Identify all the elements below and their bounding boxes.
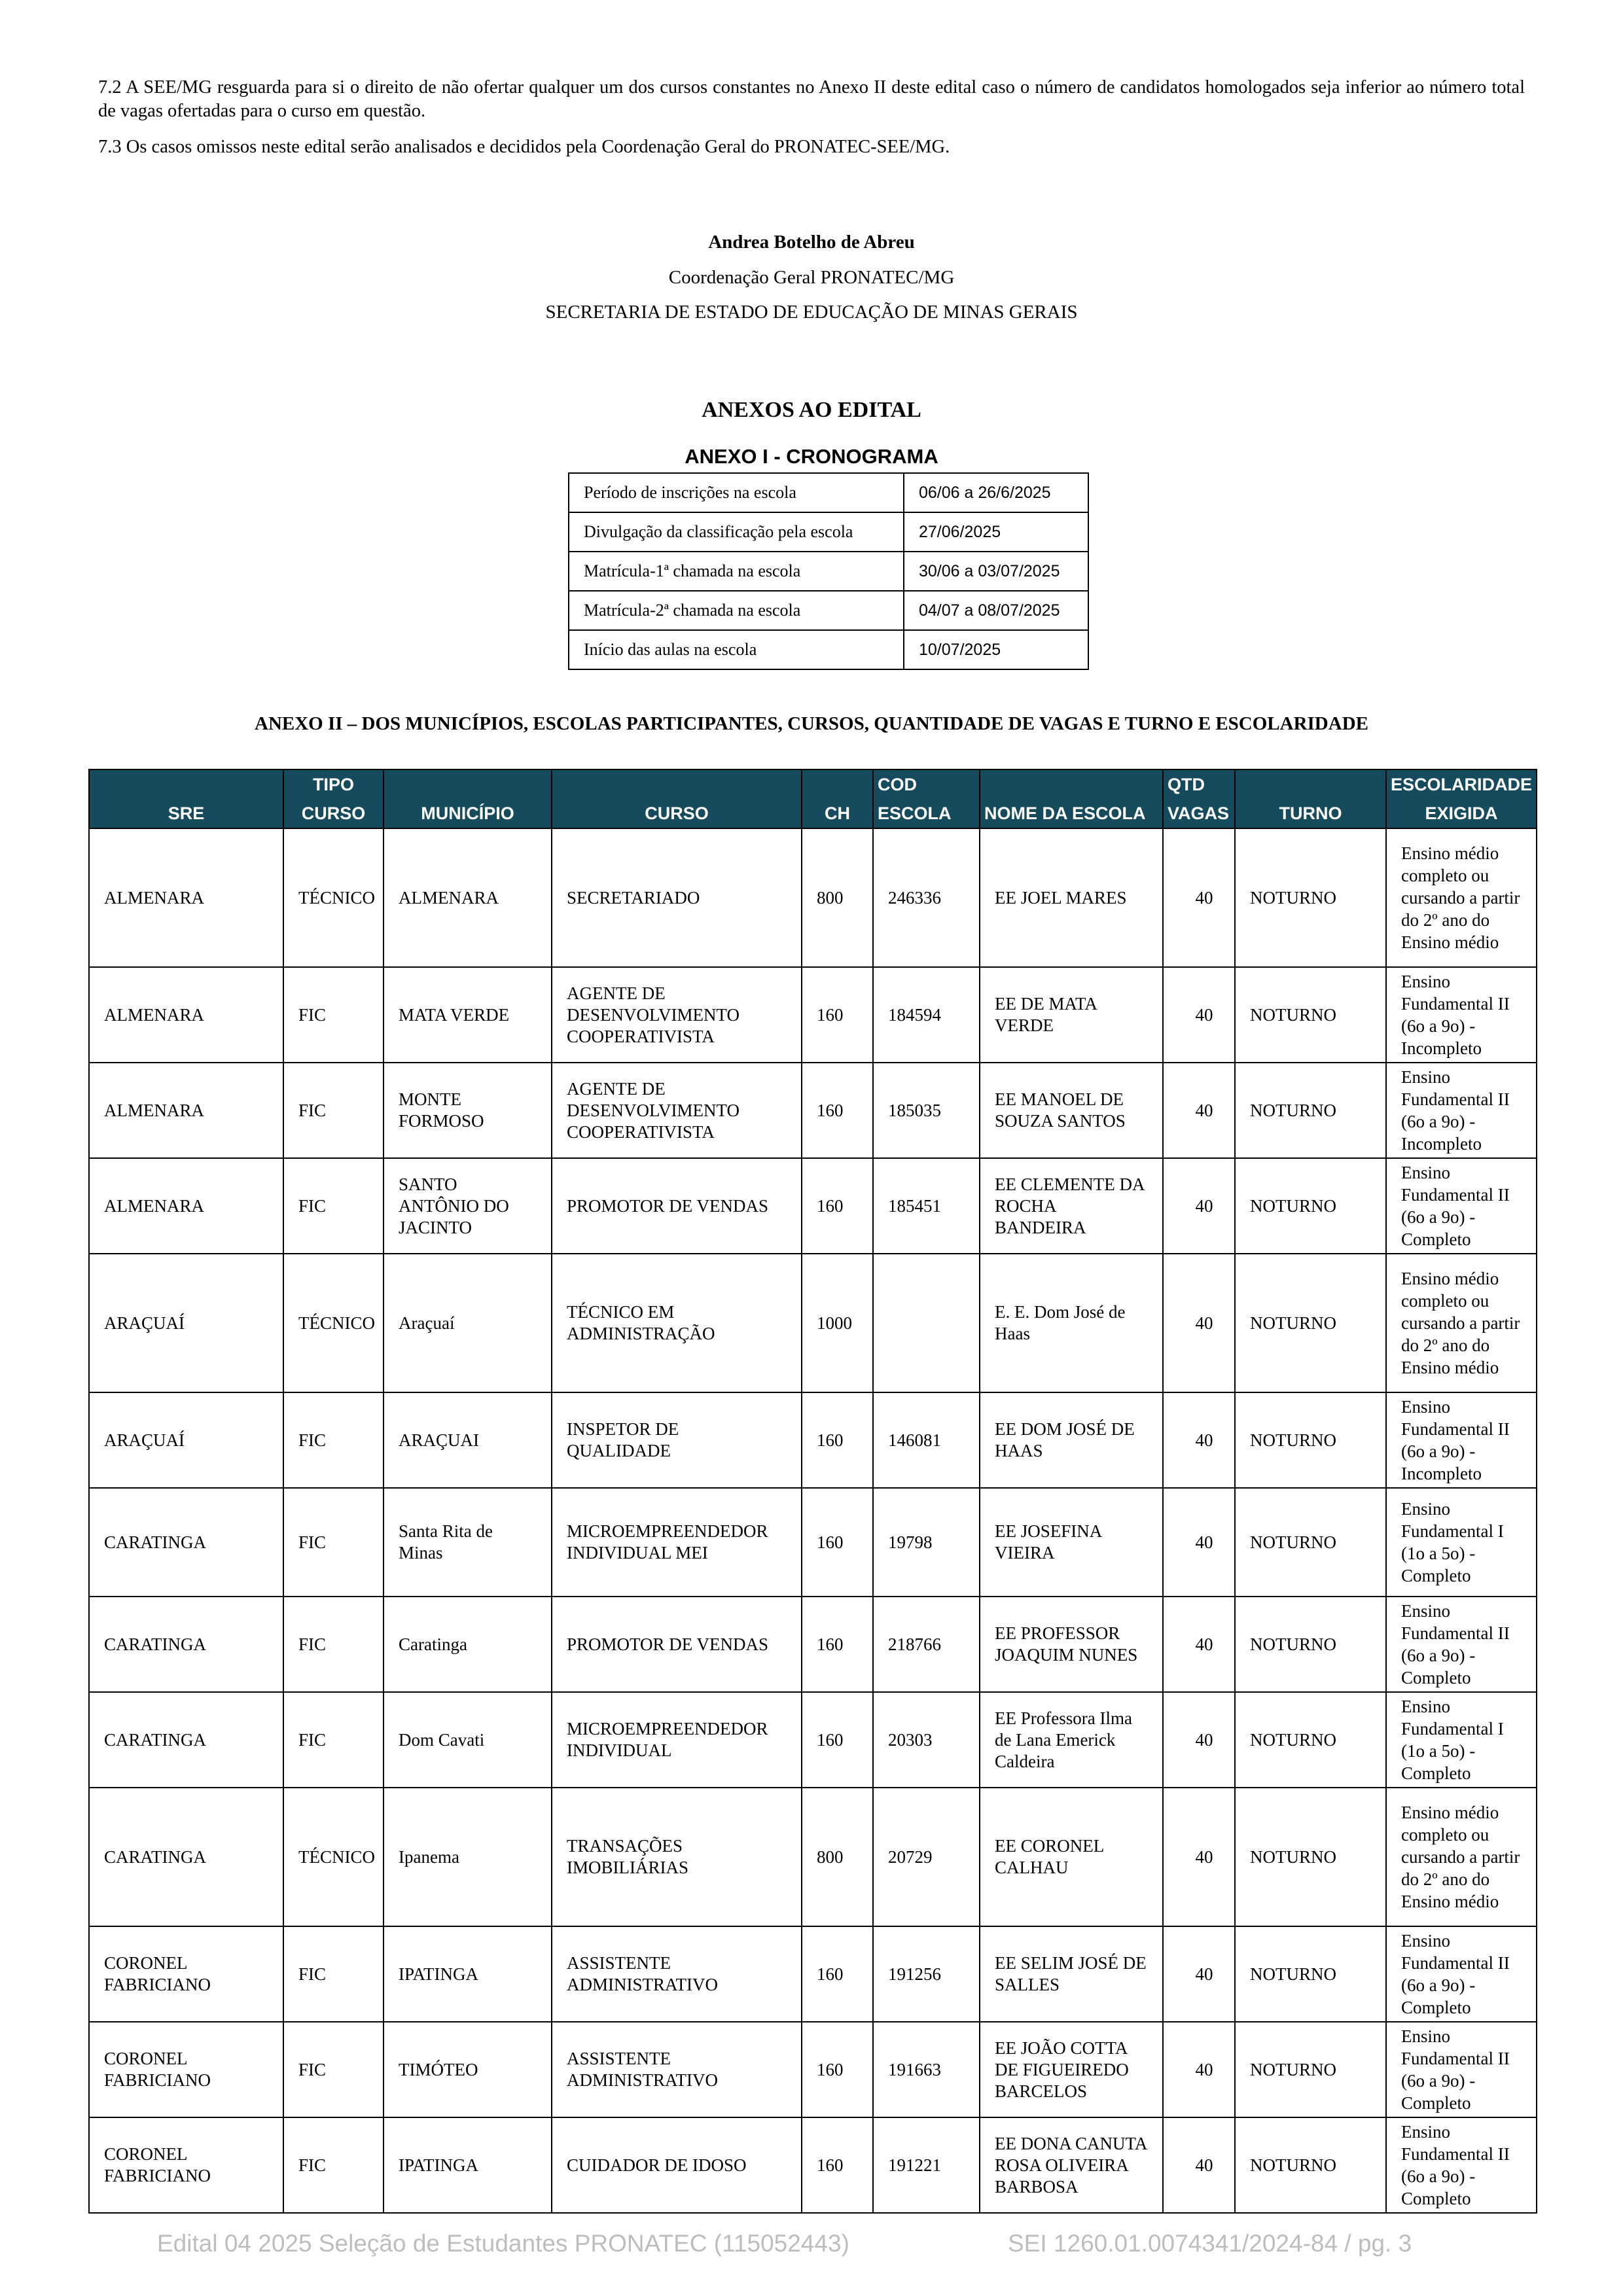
cell-tipo-curso: FIC (283, 1597, 383, 1692)
cell-cod-escola: 184594 (873, 967, 980, 1063)
cell-municipio: MONTE FORMOSO (383, 1063, 552, 1158)
cell-turno: NOTURNO (1235, 967, 1386, 1063)
cell-sre: CORONEL FABRICIANO (89, 2022, 283, 2117)
cell-tipo-curso: FIC (283, 1692, 383, 1788)
cell-qtd-vagas: 40 (1163, 1488, 1235, 1597)
cell-municipio: SANTO ANTÔNIO DO JACINTO (383, 1158, 552, 1254)
cell-ch: 160 (802, 1158, 873, 1254)
cell-escolaridade: Ensino médio completo ou cursando a partir do 2º ano do Ensino médio (1386, 1254, 1537, 1392)
cell-turno: NOTURNO (1235, 1488, 1386, 1597)
header-qtd-vagas: QTD VAGAS (1163, 769, 1235, 828)
table-row (89, 1926, 1537, 2022)
header-sre: SRE (89, 769, 283, 828)
cell-ch: 160 (802, 1926, 873, 2022)
footer-document-id: Edital 04 2025 Seleção de Estudantes PRONATEC (115052443) (157, 2230, 849, 2257)
table-row (89, 1392, 1537, 1488)
cell-sre: CARATINGA (89, 1488, 283, 1597)
cell-sre: ALMENARA (89, 1158, 283, 1254)
cell-ch: 160 (802, 2022, 873, 2117)
cell-ch: 160 (802, 1488, 873, 1597)
cell-ch: 160 (802, 1692, 873, 1788)
cell-cod-escola: 185451 (873, 1158, 980, 1254)
signatory-name: Andrea Botelho de Abreu (708, 232, 915, 253)
cell-sre: ALMENARA (89, 1063, 283, 1158)
courses-header-row (89, 769, 1537, 828)
cell-ch: 800 (802, 828, 873, 967)
cell-turno: NOTURNO (1235, 2117, 1386, 2213)
cell-turno: NOTURNO (1235, 1926, 1386, 2022)
cell-escolaridade: Ensino médio completo ou cursando a partir do 2º ano do Ensino médio (1386, 828, 1537, 967)
cell-nome-escola: EE DOM JOSÉ DE HAAS (980, 1392, 1163, 1488)
cell-curso: TÉCNICO EM ADMINISTRAÇÃO (552, 1254, 802, 1392)
cell-turno: NOTURNO (1235, 2022, 1386, 2117)
cell-nome-escola: EE DE MATA VERDE (980, 967, 1163, 1063)
schedule-label: Início das aulas na escola (569, 630, 904, 669)
cell-turno: NOTURNO (1235, 828, 1386, 967)
cell-cod-escola: 191256 (873, 1926, 980, 2022)
header-turno: TURNO (1235, 769, 1386, 828)
table-row (89, 1254, 1537, 1392)
cell-qtd-vagas: 40 (1163, 828, 1235, 967)
annex-2-title: ANEXO II – DOS MUNICÍPIOS, ESCOLAS PARTICIPANTES, CURSOS, QUANTIDADE DE VAGAS E TURNO E ESCOLARIDADE (255, 713, 1368, 734)
cell-tipo-curso: FIC (283, 1158, 383, 1254)
cell-sre: CARATINGA (89, 1788, 283, 1926)
annexes-title: ANEXOS AO EDITAL (702, 398, 921, 422)
cell-qtd-vagas: 40 (1163, 1597, 1235, 1692)
cell-tipo-curso: FIC (283, 1926, 383, 2022)
cell-municipio: ARAÇUAI (383, 1392, 552, 1488)
cell-curso: CUIDADOR DE IDOSO (552, 2117, 802, 2213)
cell-ch: 160 (802, 2117, 873, 2213)
schedule-row (569, 512, 1088, 552)
schedule-row (569, 630, 1088, 669)
header-municipio: MUNICÍPIO (383, 769, 552, 828)
schedule-table (568, 472, 1089, 670)
schedule-date: 27/06/2025 (904, 512, 1088, 552)
cell-municipio: TIMÓTEO (383, 2022, 552, 2117)
cell-municipio: Dom Cavati (383, 1692, 552, 1788)
cell-escolaridade: Ensino Fundamental I (1o a 5o) - Completo (1386, 1488, 1537, 1597)
cell-curso: ASSISTENTE ADMINISTRATIVO (552, 2022, 802, 2117)
header-ch: CH (802, 769, 873, 828)
schedule-row (569, 552, 1088, 591)
cell-curso: PROMOTOR DE VENDAS (552, 1597, 802, 1692)
cell-qtd-vagas: 40 (1163, 1926, 1235, 2022)
cell-qtd-vagas: 40 (1163, 1063, 1235, 1158)
schedule-label: Matrícula-2ª chamada na escola (569, 591, 904, 630)
cell-municipio: IPATINGA (383, 1926, 552, 2022)
cell-curso: AGENTE DE DESENVOLVIMENTO COOPERATIVISTA (552, 967, 802, 1063)
cell-turno: NOTURNO (1235, 1597, 1386, 1692)
cell-nome-escola: EE JOEL MARES (980, 828, 1163, 967)
header-tipo-curso: TIPO CURSO (283, 769, 383, 828)
cell-ch: 160 (802, 1597, 873, 1692)
cell-curso: SECRETARIADO (552, 828, 802, 967)
table-row (89, 2117, 1537, 2213)
cell-cod-escola (873, 1254, 980, 1392)
cell-turno: NOTURNO (1235, 1692, 1386, 1788)
paragraph-7-3: 7.3 Os casos omissos neste edital serão analisados e decididos pela Coordenação Geral do PRONATEC-SEE/MG. (98, 137, 950, 157)
schedule-date: 04/07 a 08/07/2025 (904, 591, 1088, 630)
cell-escolaridade: Ensino Fundamental II (6o a 9o) - Incompleto (1386, 1392, 1537, 1488)
paragraph-7-2: 7.2 A SEE/MG resguarda para si o direito de não ofertar qualquer um dos cursos constantes no Anexo II deste edital caso o número de candidatos homologados seja inferior ao número total de vagas ofertadas para o curso em questão. (98, 77, 1525, 121)
cell-escolaridade: Ensino Fundamental II (6o a 9o) - Completo (1386, 1597, 1537, 1692)
cell-escolaridade: Ensino Fundamental II (6o a 9o) - Incompleto (1386, 967, 1537, 1063)
schedule-label: Divulgação da classificação pela escola (569, 512, 904, 552)
cell-tipo-curso: FIC (283, 967, 383, 1063)
header-escolaridade: ESCOLARIDADE EXIGIDA (1386, 769, 1537, 828)
cell-curso: PROMOTOR DE VENDAS (552, 1158, 802, 1254)
cell-ch: 1000 (802, 1254, 873, 1392)
table-row (89, 1788, 1537, 1926)
cell-municipio: Santa Rita de Minas (383, 1488, 552, 1597)
cell-curso: MICROEMPREENDEDOR INDIVIDUAL (552, 1692, 802, 1788)
cell-qtd-vagas: 40 (1163, 1254, 1235, 1392)
cell-escolaridade: Ensino Fundamental II (6o a 9o) - Completo (1386, 1158, 1537, 1254)
cell-escolaridade: Ensino Fundamental I (1o a 5o) - Completo (1386, 1692, 1537, 1788)
cell-cod-escola: 246336 (873, 828, 980, 967)
cell-ch: 800 (802, 1788, 873, 1926)
cell-qtd-vagas: 40 (1163, 967, 1235, 1063)
cell-curso: TRANSAÇÕES IMOBILIÁRIAS (552, 1788, 802, 1926)
cell-nome-escola: EE CORONEL CALHAU (980, 1788, 1163, 1926)
cell-curso: INSPETOR DE QUALIDADE (552, 1392, 802, 1488)
cell-curso: ASSISTENTE ADMINISTRATIVO (552, 1926, 802, 2022)
cell-municipio: MATA VERDE (383, 967, 552, 1063)
table-row (89, 1597, 1537, 1692)
cell-escolaridade: Ensino Fundamental II (6o a 9o) - Completo (1386, 2022, 1537, 2117)
schedule-date: 30/06 a 03/07/2025 (904, 552, 1088, 591)
cell-tipo-curso: FIC (283, 1392, 383, 1488)
cell-cod-escola: 218766 (873, 1597, 980, 1692)
cell-cod-escola: 191663 (873, 2022, 980, 2117)
table-row (89, 828, 1537, 967)
table-row (89, 1063, 1537, 1158)
cell-qtd-vagas: 40 (1163, 2117, 1235, 2213)
cell-sre: ALMENARA (89, 967, 283, 1063)
cell-sre: ARAÇUAÍ (89, 1392, 283, 1488)
cell-municipio: Ipanema (383, 1788, 552, 1926)
cell-sre: CARATINGA (89, 1692, 283, 1788)
cell-nome-escola: EE SELIM JOSÉ DE SALLES (980, 1926, 1163, 2022)
table-row (89, 1488, 1537, 1597)
cell-municipio: IPATINGA (383, 2117, 552, 2213)
schedule-row (569, 591, 1088, 630)
cell-qtd-vagas: 40 (1163, 1392, 1235, 1488)
cell-tipo-curso: FIC (283, 1063, 383, 1158)
cell-turno: NOTURNO (1235, 1392, 1386, 1488)
cell-tipo-curso: FIC (283, 1488, 383, 1597)
header-curso: CURSO (552, 769, 802, 828)
cell-ch: 160 (802, 967, 873, 1063)
cell-cod-escola: 20303 (873, 1692, 980, 1788)
cell-curso: MICROEMPREENDEDOR INDIVIDUAL MEI (552, 1488, 802, 1597)
cell-sre: CORONEL FABRICIANO (89, 2117, 283, 2213)
cell-nome-escola: EE PROFESSOR JOAQUIM NUNES (980, 1597, 1163, 1692)
cell-sre: ARAÇUAÍ (89, 1254, 283, 1392)
signatory-organization: SECRETARIA DE ESTADO DE EDUCAÇÃO DE MINAS GERAIS (545, 302, 1078, 323)
cell-qtd-vagas: 40 (1163, 1788, 1235, 1926)
cell-nome-escola: EE Professora Ilma de Lana Emerick Caldeira (980, 1692, 1163, 1788)
cell-turno: NOTURNO (1235, 1788, 1386, 1926)
cell-ch: 160 (802, 1063, 873, 1158)
signatory-role: Coordenação Geral PRONATEC/MG (668, 267, 955, 288)
cell-municipio: Araçuaí (383, 1254, 552, 1392)
cell-escolaridade: Ensino médio completo ou cursando a partir do 2º ano do Ensino médio (1386, 1788, 1537, 1926)
cell-escolaridade: Ensino Fundamental II (6o a 9o) - Incompleto (1386, 1063, 1537, 1158)
schedule-date: 10/07/2025 (904, 630, 1088, 669)
schedule-date: 06/06 a 26/6/2025 (904, 473, 1088, 512)
annex-1-title: ANEXO I - CRONOGRAMA (685, 445, 938, 468)
footer-page-ref: SEI 1260.01.0074341/2024-84 / pg. 3 (1008, 2230, 1412, 2257)
table-row (89, 2022, 1537, 2117)
cell-nome-escola: E. E. Dom José de Haas (980, 1254, 1163, 1392)
cell-turno: NOTURNO (1235, 1158, 1386, 1254)
cell-nome-escola: EE CLEMENTE DA ROCHA BANDEIRA (980, 1158, 1163, 1254)
courses-table (88, 769, 1537, 2214)
cell-qtd-vagas: 40 (1163, 2022, 1235, 2117)
cell-turno: NOTURNO (1235, 1254, 1386, 1392)
cell-tipo-curso: FIC (283, 2117, 383, 2213)
cell-qtd-vagas: 40 (1163, 1158, 1235, 1254)
cell-curso: AGENTE DE DESENVOLVIMENTO COOPERATIVISTA (552, 1063, 802, 1158)
schedule-row (569, 473, 1088, 512)
cell-qtd-vagas: 40 (1163, 1692, 1235, 1788)
cell-cod-escola: 146081 (873, 1392, 980, 1488)
cell-nome-escola: EE JOÃO COTTA DE FIGUEIREDO BARCELOS (980, 2022, 1163, 2117)
schedule-label: Período de inscrições na escola (569, 473, 904, 512)
cell-cod-escola: 20729 (873, 1788, 980, 1926)
cell-cod-escola: 185035 (873, 1063, 980, 1158)
cell-tipo-curso: TÉCNICO (283, 1254, 383, 1392)
table-row (89, 1692, 1537, 1788)
cell-nome-escola: EE MANOEL DE SOUZA SANTOS (980, 1063, 1163, 1158)
cell-turno: NOTURNO (1235, 1063, 1386, 1158)
cell-escolaridade: Ensino Fundamental II (6o a 9o) - Completo (1386, 2117, 1537, 2213)
header-cod-escola: COD ESCOLA (873, 769, 980, 828)
cell-municipio: Caratinga (383, 1597, 552, 1692)
table-row (89, 967, 1537, 1063)
cell-ch: 160 (802, 1392, 873, 1488)
schedule-label: Matrícula-1ª chamada na escola (569, 552, 904, 591)
header-nome-escola: NOME DA ESCOLA (980, 769, 1163, 828)
cell-sre: ALMENARA (89, 828, 283, 967)
cell-escolaridade: Ensino Fundamental II (6o a 9o) - Completo (1386, 1926, 1537, 2022)
cell-cod-escola: 19798 (873, 1488, 980, 1597)
cell-tipo-curso: FIC (283, 2022, 383, 2117)
cell-sre: CORONEL FABRICIANO (89, 1926, 283, 2022)
cell-sre: CARATINGA (89, 1597, 283, 1692)
table-row (89, 1158, 1537, 1254)
cell-cod-escola: 191221 (873, 2117, 980, 2213)
cell-municipio: ALMENARA (383, 828, 552, 967)
cell-nome-escola: EE DONA CANUTA ROSA OLIVEIRA BARBOSA (980, 2117, 1163, 2213)
cell-tipo-curso: TÉCNICO (283, 1788, 383, 1926)
cell-nome-escola: EE JOSEFINA VIEIRA (980, 1488, 1163, 1597)
cell-tipo-curso: TÉCNICO (283, 828, 383, 967)
